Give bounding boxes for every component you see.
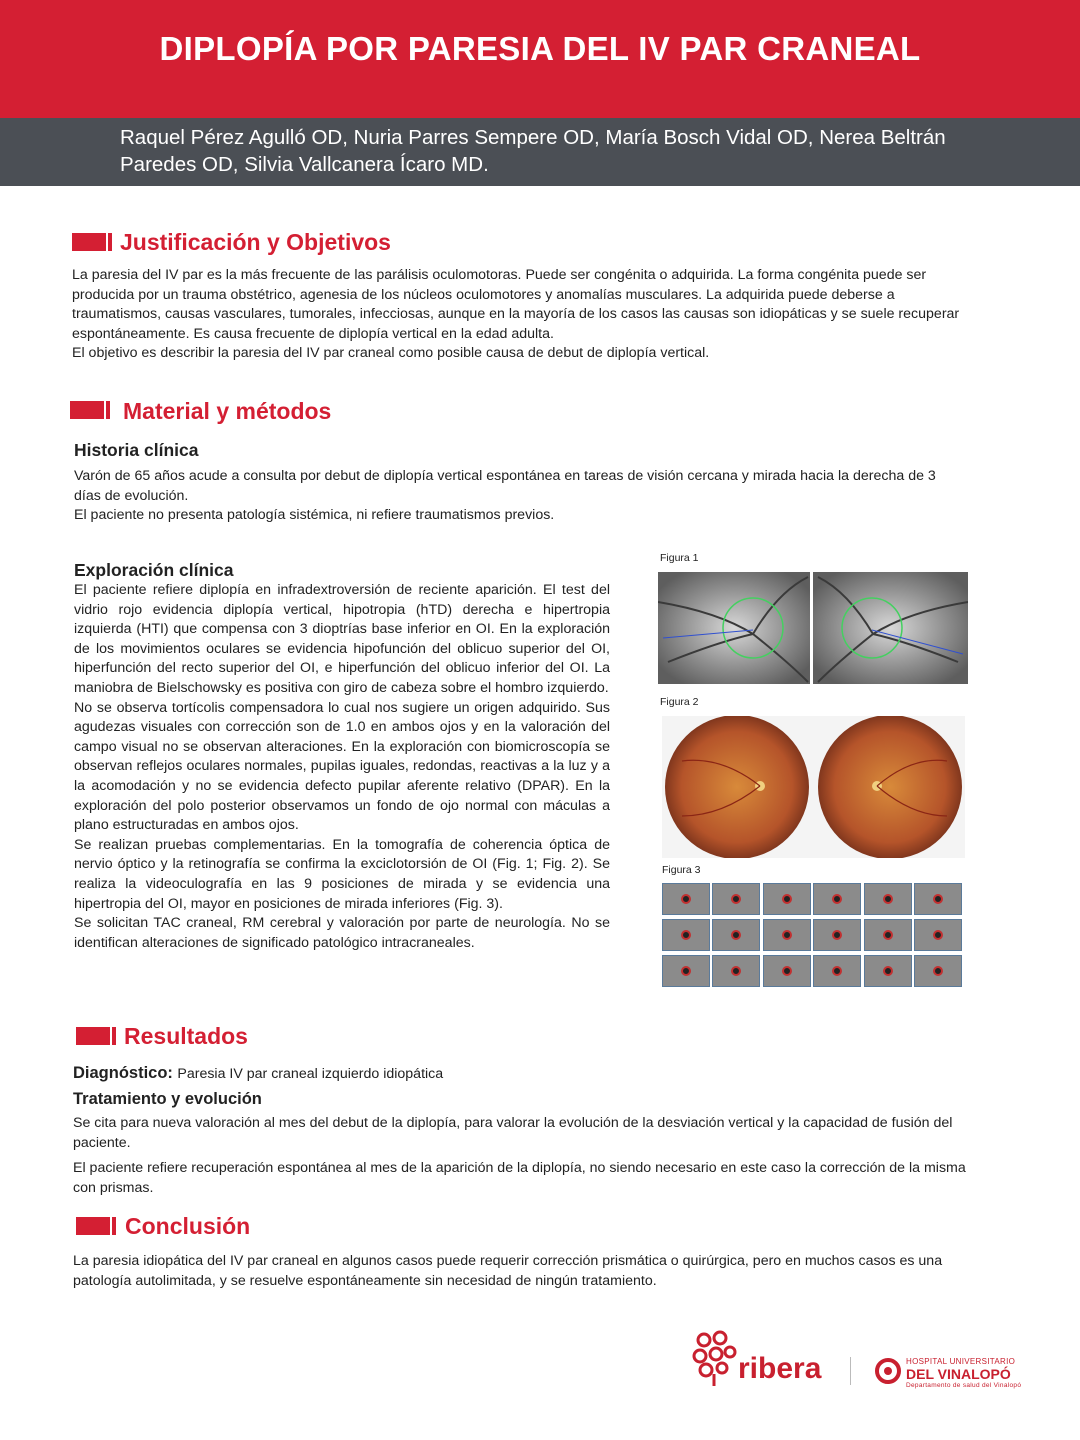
- objetivo-paragraph: El objetivo es describir la paresia del IV par craneal como posible causa de debut de diplopía vertical.: [72, 345, 710, 362]
- gaze-cell: [662, 955, 710, 987]
- section-marker: [72, 233, 106, 251]
- section-marker: [70, 401, 104, 419]
- section-marker: [112, 1027, 116, 1045]
- section-marker: [106, 401, 110, 419]
- subhead-exploracion: Exploración clínica: [74, 560, 234, 580]
- exploracion-paragraph: No se observa tortícolis compensadora lo cual nos sugiere un origen adquirido. Sus agudezas visuales con corrección son de 1.0 en ambos ojos y en la valoración del campo visual no se observan alteraciones. En la exploración con biomicroscopía se observan reflejos oculares normales, pupilas iguales, redondas, reactivas a la luz y a la acomodación y no se evidencia defecto pupilar aferente relativo (DPAR). En la exploración del polo posterior observamos un fondo de ojo normal con máculas a plano estructuradas en ambos ojos.: [74, 699, 610, 834]
- conclusion-text: [73, 1252, 983, 1291]
- gaze-cell: [864, 955, 912, 987]
- exploracion-paragraph: Se realizan pruebas complementarias. En la tomografía de coherencia óptica de nervio óptico y la retinografía se confirma la exciclotorsión de OI (Fig. 1; Fig. 2). Se realiza la videoculografía en las 9 posiciones de mirada y se evidencia una hipertropia del OI, mayor en posiciones de mirada inferiores (Fig. 3).: [74, 836, 610, 912]
- hospital-symbol-icon: [874, 1357, 902, 1385]
- figure-1-oct-image: [658, 572, 968, 684]
- gaze-cell: [864, 883, 912, 915]
- gaze-cell: [662, 919, 710, 951]
- ribera-logo-icon: [692, 1330, 740, 1388]
- gaze-cell: [813, 883, 861, 915]
- section-title-conclusion: Conclusión: [125, 1213, 251, 1239]
- hospital-line3: Departamento de salud del Vinalopó: [906, 1382, 1022, 1389]
- gaze-cell: [914, 955, 962, 987]
- figure-3-videooculography: [662, 883, 962, 987]
- poster-title: DIPLOPÍA POR PARESIA DEL IV PAR CRANEAL: [159, 30, 921, 67]
- gaze-cell: [914, 919, 962, 951]
- figure-1-label: Figura 1: [660, 552, 699, 564]
- gaze-cell: [864, 919, 912, 951]
- ribera-symbol-icon: [692, 1330, 740, 1388]
- figure-2-label: Figura 2: [660, 696, 699, 708]
- historia-text: [74, 467, 944, 526]
- oct-fundus-image: [658, 572, 968, 684]
- subhead-tratamiento: Tratamiento y evolución: [73, 1090, 262, 1108]
- footer-divider: [850, 1357, 851, 1385]
- figure-3-label: Figura 3: [662, 864, 701, 876]
- gaze-cell: [763, 883, 811, 915]
- gaze-cell: [914, 883, 962, 915]
- section-marker: [76, 1217, 110, 1235]
- hospital-line1: HOSPITAL UNIVERSITARIO: [906, 1357, 1016, 1366]
- exploracion-text: [74, 581, 610, 953]
- hospital-line2: DEL VINALOPÓ: [906, 1366, 1011, 1382]
- historia-paragraph: El paciente no presenta patología sistémica, ni refiere traumatismos previos.: [74, 507, 555, 524]
- conclusion-paragraph: La paresia idiopática del IV par craneal en algunos casos puede requerir corrección prismática o quirúrgica, pero en muchos casos es una patología autolimitada, y se resuelve espontáneamente sin necesidad de ningún tratamiento.: [73, 1253, 943, 1289]
- gaze-cell: [662, 883, 710, 915]
- diagnostico-line: [73, 1064, 443, 1085]
- resultados-text: [73, 1114, 983, 1198]
- figure-2-retinography: [662, 716, 965, 858]
- hospital-logo-icon: [874, 1357, 902, 1385]
- subhead-historia: Historia clínica: [74, 440, 199, 460]
- authors: Raquel Pérez Agulló OD, Nuria Parres Sempere OD, María Bosch Vidal OD, Nerea Beltrán Paredes OD, Silvia Vallcanera Ícaro MD.: [120, 126, 946, 176]
- diagnostico-value: Paresia IV par craneal izquierdo idiopática: [177, 1066, 444, 1082]
- gaze-cell: [712, 883, 760, 915]
- resultados-paragraph: El paciente refiere recuperación espontánea al mes de la aparición de la diplopía, no siendo necesario en este caso la corrección de la misma con prismas.: [73, 1160, 966, 1196]
- exploracion-paragraph: Se solicitan TAC craneal, RM cerebral y valoración por parte de neurología. No se identifican alteraciones de significado patológico intracraneales.: [74, 915, 610, 951]
- historia-paragraph: Varón de 65 años acude a consulta por debut de diplopía vertical espontánea en tareas de visión cercana y mirada hacia la derecha de 3 días de evolución.: [74, 468, 936, 504]
- gaze-cell: [813, 955, 861, 987]
- section-title-material: Material y métodos: [123, 398, 332, 424]
- justificacion-text: [72, 266, 977, 364]
- section-title-resultados: Resultados: [124, 1023, 248, 1049]
- gaze-cell: [763, 955, 811, 987]
- ribera-logo-text: ribera: [738, 1352, 822, 1385]
- gaze-cell: [763, 919, 811, 951]
- gaze-cell: [813, 919, 861, 951]
- gaze-cell: [712, 919, 760, 951]
- section-marker: [112, 1217, 116, 1235]
- resultados-paragraph: Se cita para nueva valoración al mes del debut de la diplopía, para valorar la evolución de la desviación vertical y la capacidad de fusión del paciente.: [73, 1115, 953, 1151]
- exploracion-paragraph: El paciente refiere diplopía en infradextroversión de reciente aparición. El test del vidrio rojo evidencia diplopía vertical, hipotropia (hTD) derecha e hipertropia izquierda (HTI) que compensa con 3 dioptrías base inferior en OI. En la exploración de los movimientos oculares se evidencia hipofunción del oblicuo superior del OI, hiperfunción del recto superior del OI, e hiperfunción del oblicuo inferior del OI. La maniobra de Bielschowsky es positiva con giro de cabeza sobre el hombro izquierdo.: [74, 582, 610, 696]
- gaze-cell: [712, 955, 760, 987]
- section-marker: [108, 233, 112, 251]
- justificacion-paragraph: La paresia del IV par es la más frecuente de las parálisis oculomotoras. Puede ser congénita o adquirida. La forma congénita puede ser producida por un trauma obstétrico, agenesia de los núcleos oculomotores y anomalías musculares. La adquirida puede deberse a traumatismos, causas vasculares, tumorales, infecciosas, aunque en la mayoría de los casos las causas son idiopáticas y se suele recuperar espontáneamente. Es causa frecuente de diplopía vertical en la edad adulta.: [72, 267, 960, 342]
- section-marker: [76, 1027, 110, 1045]
- section-title-justificacion: Justificación y Objetivos: [120, 229, 391, 255]
- retinography-image: [662, 716, 965, 858]
- diagnostico-label: Diagnóstico:: [73, 1064, 173, 1082]
